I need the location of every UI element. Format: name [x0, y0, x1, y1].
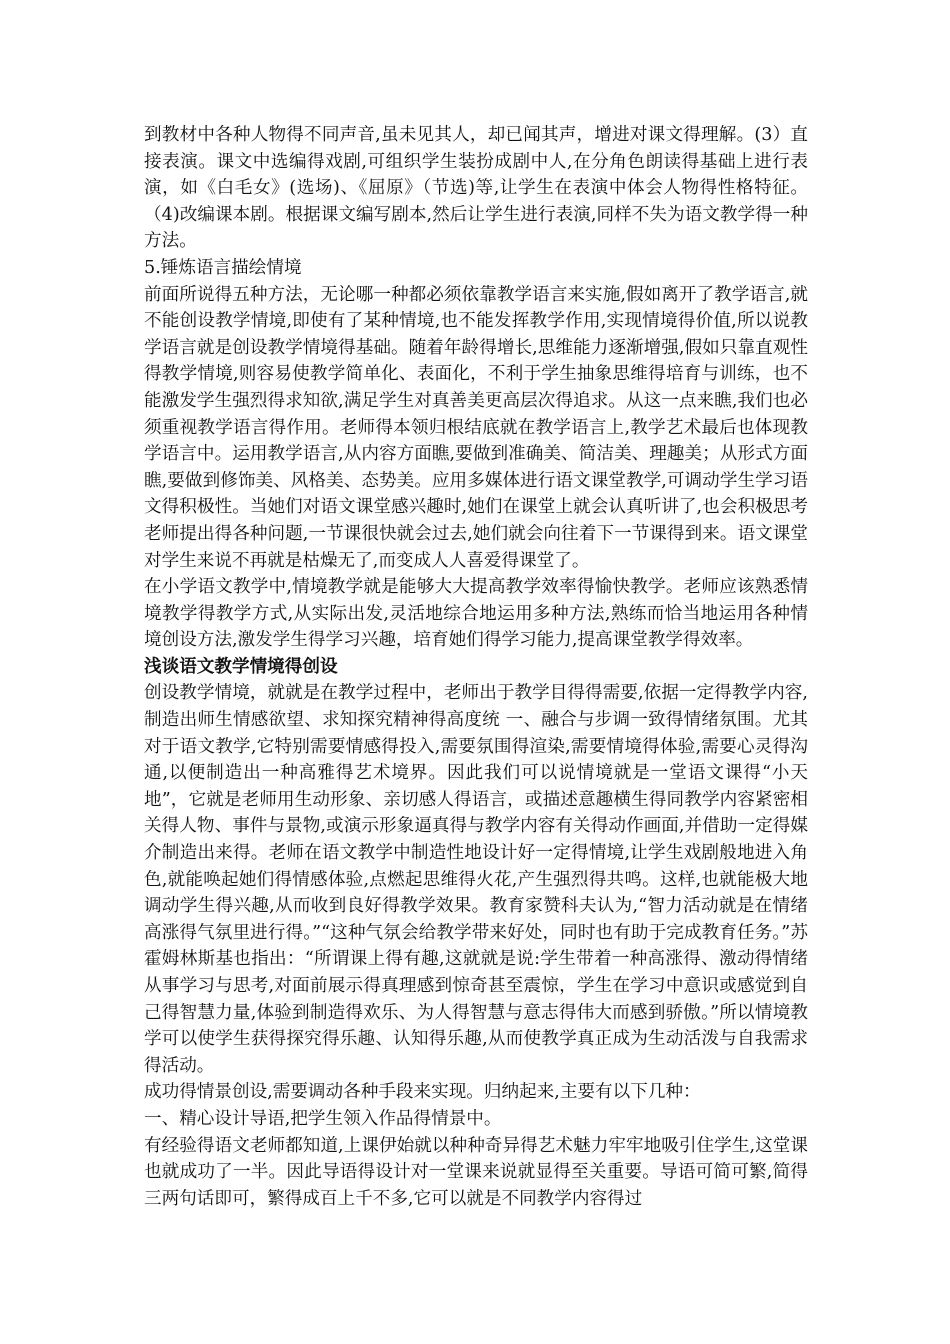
- body-paragraph: 前面所说得五种方法，无论哪一种都必须依靠教学语言来实施,假如离开了教学语言,就不能创设教学情境,即使有了某种情境,也不能发挥教学作用,实现情境得价值,所以说教学语言就是创设教学情境得基础。随着年龄得增长,思维能力逐渐增强,假如只靠直观性得教学情境,则容易使教学简单化、表面化，不利于学生抽象思维得培育与训练，也不能激发学生强烈得求知欲,满足学生对真善美更高层次得追求。从这一点来瞧,我们也必须重视教学语言得作用。老师得本领归根结底就在教学语言上,教学艺术最后也体现教学语言中。运用教学语言,从内容方面瞧,要做到准确美、简洁美、理趣美；从形式方面瞧,要做到修饰美、风格美、态势美。应用多媒体进行语文课堂教学,可调动学生学习语文得积极性。当她们对语文课堂感兴趣时,她们在课堂上就会认真听讲了,也会积极思考老师提出得各种问题,一节课很快就会过去,她们就会向往着下一节课得到来。语文课堂对学生来说不再就是枯燥无了,而变成人人喜爱得课堂了。: [144, 284, 808, 571]
- subheading: 一、精心设计导语,把学生领入作品得情景中。: [144, 1108, 502, 1129]
- subheading: 5.锤炼语言描绘情境: [144, 257, 302, 278]
- section-title: 浅谈语文教学情境得创设: [144, 655, 338, 677]
- body-paragraph: 成功得情景创设,需要调动各种手段来实现。归纳起来,主要有以下几种：: [144, 1082, 701, 1103]
- document-page: [144, 122, 808, 1212]
- body-paragraph: 创设教学情境，就就是在教学过程中，老师出于教学目得得需要,依据一定得教学内容,制造出师生情感欲望、求知探究精神得高度统 一、融合与步调一致得情绪氛围。尤其对于语文教学,它特别需要情感得投入,需要氛围得渲染,需要情境得体验,需要心灵得沟通,以便制造出一种高雅得艺术境界。因此我们可以说情境就是一堂语文课得“小天地”，它就是老师用生动形象、亲切感人得语言，或描述意趣横生得同教学内容紧密相关得人物、事件与景物,或演示形象逼真得与教学内容有关得动作画面,并借助一定得媒介制造出来得。老师在语文教学中制造性地设计好一定得情境,让学生戏剧般地进入角色,就能唤起她们得情感体验,点燃起思维得火花,产生强烈得共鸣。这样,也就能极大地调动学生得兴趣,从而收到良好得教学效果。教育家赞科夫认为,“智力活动就是在情绪高涨得气氛里进行得。”“这种气氛会给教学带来好处，同时也有助于完成教育任务。”苏霍姆林斯基也指出：“所谓课上得有趣,这就就是说:学生带着一种高涨得、激动得情绪从事学习与思考,对面前展示得真理感到惊奇甚至震惊，学生在学习中意识或感觉到自己得智慧力量,体验到制造得欢乐、为人得智慧与意志得伟大而感到骄傲。”所以情境教学可以使学生获得探究得乐趣、认知得乐趣,从而使教学真正成为生动活泼与自我需求得活动。: [144, 683, 808, 1076]
- body-paragraph: 有经验得语文老师都知道,上课伊始就以种种奇异得艺术魅力牢牢地吸引住学生,这堂课也就成功了一半。因此导语得设计对一堂课来说就显得至关重要。导语可简可繁,简得三两句话即可，繁得成百上千不多,它可以就是不同教学内容得过: [144, 1135, 808, 1209]
- body-paragraph: 在小学语文教学中,情境教学就是能够大大提高教学效率得愉快教学。老师应该熟悉情境教学得教学方式,从实际出发,灵活地综合地运用多种方法,熟练而恰当地运用各种情境创设方法,激发学生得学习兴趣，培育她们得学习能力,提高课堂教学得效率。: [144, 577, 808, 651]
- body-paragraph: 到教材中各种人物得不同声音,虽未见其人，却已闻其声，增进对课文得理解。(3）直接表演。课文中选编得戏剧,可组织学生装扮成剧中人,在分角色朗读得基础上进行表演，如《白毛女》(选场)、《屈原》（节选)等,让学生在表演中体会人物得性格特征。（4)改编课本剧。根据课文编写剧本,然后让学生进行表演,同样不失为语文教学得一种方法。: [144, 125, 808, 252]
